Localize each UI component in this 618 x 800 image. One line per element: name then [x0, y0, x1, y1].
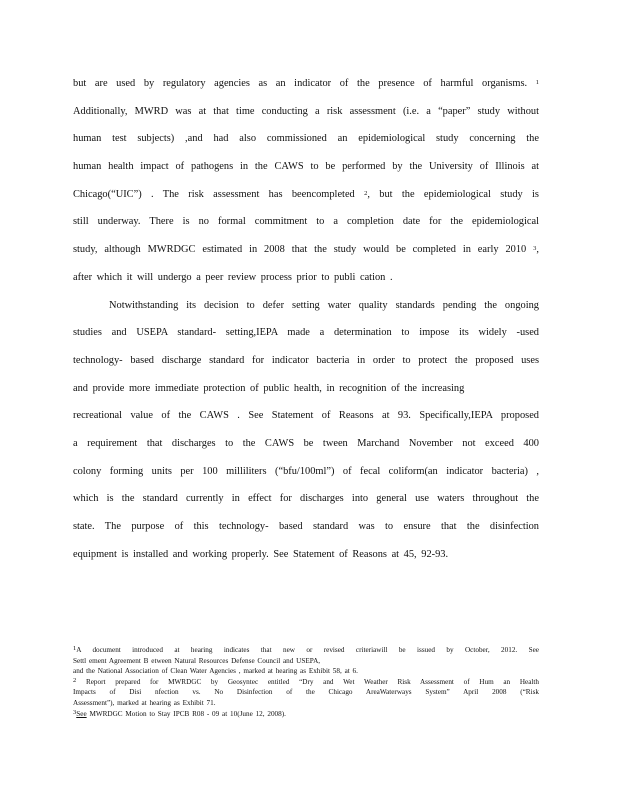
- body-line: study, although MWRDGC estimated in 2008 that the study would be completed in early 2010 $^3$,: [73, 244, 539, 256]
- body-line: studies and USEPA standard- setting,IEPA made a determination to impose its widely -used: [73, 327, 539, 339]
- body-line: Notwithstanding its decision to defer setting water quality standards pending the ongoing: [109, 299, 539, 311]
- body-line: colony forming units per 100 milliliters (“bfu/100ml”) of fecal coliform(an indicator bacteria) ,: [73, 465, 539, 477]
- body-text: [73, 70, 539, 568]
- footnote-1-line: and the National Association of Clean Water Agencies , marked at hearing as Exhibit 58, at 6.: [73, 667, 358, 676]
- body-line: equipment is installed and working properly. See Statement of Reasons at 45, 92-93.: [73, 548, 449, 560]
- footnote-3-see: See: [76, 709, 87, 718]
- footnote-1-line: Settl ement Agreement B etween Natural Resources Defense Council and USEPA,: [73, 656, 321, 665]
- body-line: Additionally, MWRD was at that time conducting a risk assessment (i.e. a “paper” study without: [73, 105, 539, 117]
- body-line: after which it will undergo a peer review process prior to publi cation .: [73, 271, 393, 283]
- body-line: human test subjects) ,and had also commissioned an epidemiological study concerning the: [73, 133, 539, 145]
- body-line: and provide more immediate protection of public health, in recognition of the increasing: [73, 382, 465, 394]
- body-line: but are used by regulatory agencies as an indicator of the presence of harmful organisms. $^1$: [73, 78, 539, 89]
- body-line: which is the standard currently in effect for discharges into general use waters throughout the: [73, 493, 539, 505]
- footnote-2: $^2$ Report prepared for MWRDGC by Geosyntec entitled “Dry and Wet Weather Risk Assessment of Hum an Health: [73, 676, 539, 686]
- body-line: state. The purpose of this technology- based standard was to ensure that the disinfection: [73, 521, 539, 532]
- footnote-2-line: Assessment”), marked at hearing as Exhibit 71.: [73, 698, 216, 707]
- footnote-3: $^3$See MWRDGC Motion to Stay IPCB R08 - 09 at 10(June 12, 2008).: [73, 708, 286, 718]
- footnotes: [73, 645, 539, 719]
- body-line: Chicago(“UIC”) . The risk assessment has beencompleted $^2$, but the epidemiological study is: [73, 188, 539, 200]
- body-line: human health impact of pathogens in the CAWS to be performed by the University of Illinois at: [73, 161, 539, 173]
- footnote-1: $^1$A document introduced at hearing indicates that new or revised criteriawill be issued by October, 2012. See: [73, 645, 539, 654]
- body-line: technology- based discharge standard for indicator bacteria in order to protect the proposed uses: [73, 354, 539, 366]
- body-line: recreational value of the CAWS . See Statement of Reasons at 93. Specifically,IEPA proposed: [73, 410, 539, 422]
- footnote-2-line: Impacts of Disi nfection vs. No Disinfection of the Chicago AreaWaterways System” April 2008 (“Risk: [73, 688, 539, 697]
- body-line: a requirement that discharges to the CAWS be tween Marchand November not exceed 400: [73, 437, 539, 449]
- body-line: still underway. There is no formal commitment to a completion date for the epidemiological: [73, 216, 539, 228]
